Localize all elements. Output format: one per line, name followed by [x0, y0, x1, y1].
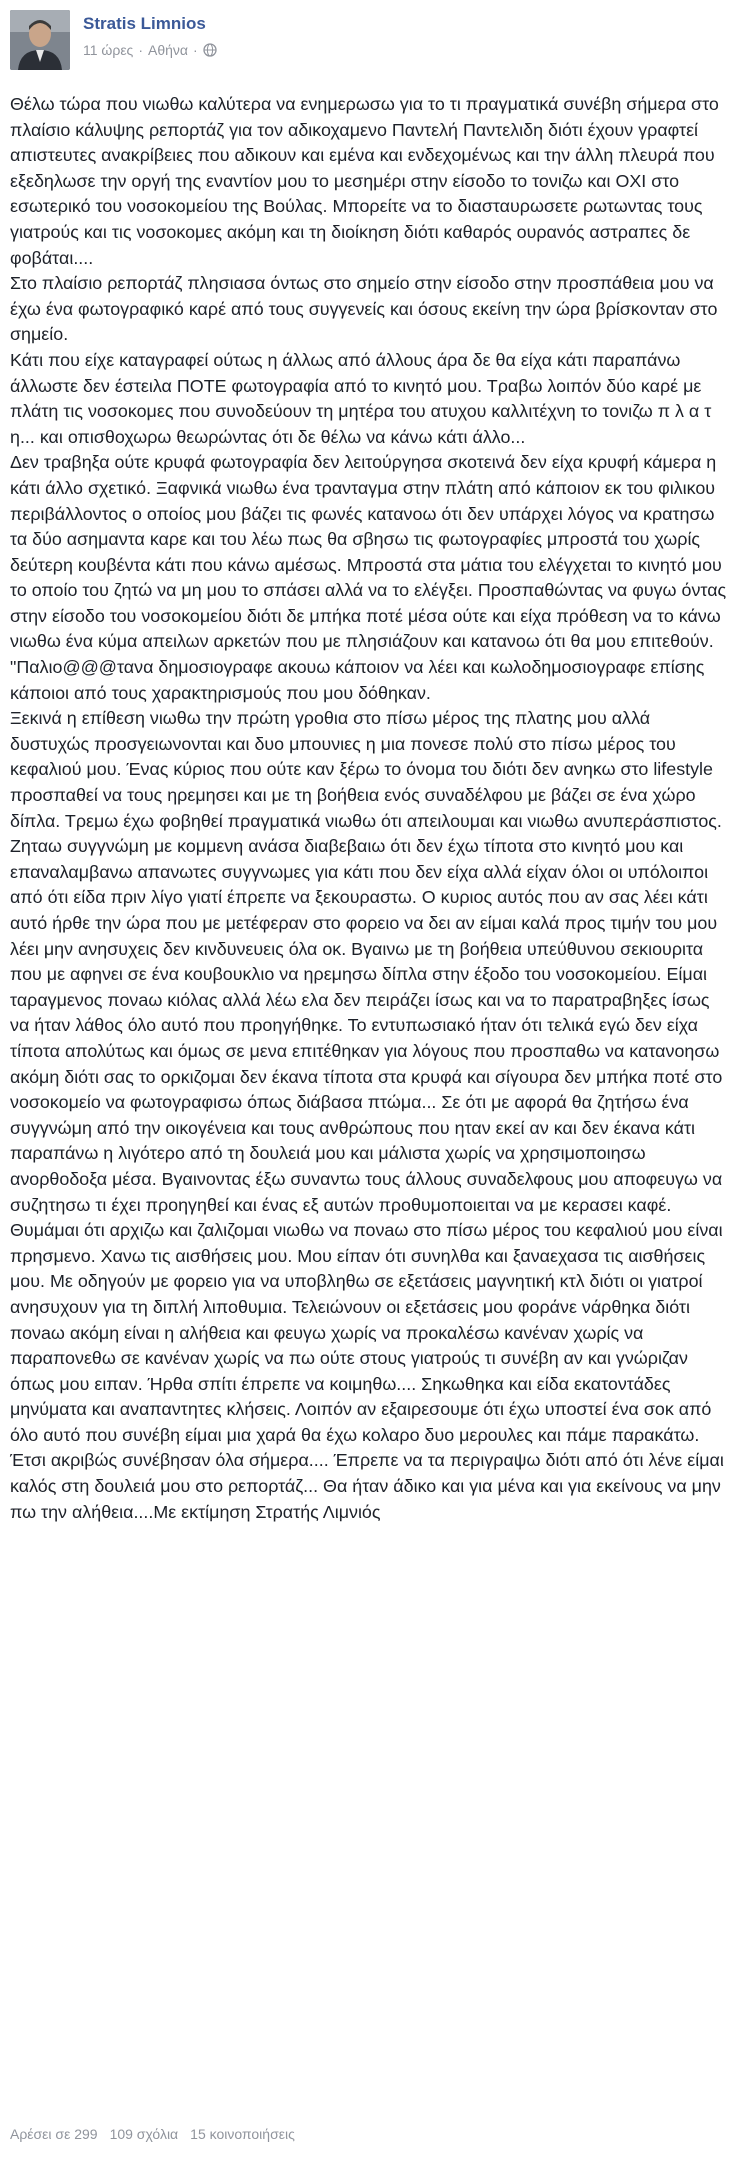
post-header — [10, 10, 725, 70]
post-text — [10, 92, 728, 1525]
post-paragraph: Δεν τραβηξα ούτε κρυφά φωτογραφία δεν λειτούργησα σκοτεινά δεν είχα κρυφή κάμερα η κάτι άλλο σχετικό. Ξαφνικά νιωθω ένα τρανταγμα στην πλάτη από κάποιον εκ του φιλικου περιβάλλοντος ο οποίος μου βάζει τις φωνές κατανοω ότι δεν υπάρχει λόγος να κρατησω τα δύο ασημαντα καρε και του λέω πως θα σβησω τις φωτογραφίες μπροστά του χωρίς δεύτερη κουβέντα κάτι που κάνω αμέσως. Μπροστά στα μάτια του ελέγχεται το κινητό μου το οποίο του ζητώ να μη μου το σπάσει αλλά να το ελέγξει. Προσπαθώντας να φυγω όντας στην είσοδο του νοσοκομείου διότι δε μπήκα ποτέ μέσα ούτε και είχα πρόθεση να το κάνω νιωθω ένα κύμα απειλων αρκετών που με πλησιάζουν και κατανοω ότι θα μου επιτεθούν. "Παλιο@@@τανα δημοσιογραφε ακουω κάποιον να λέει και κωλοδημοσιογραφε επίσης κάποιοι από τους χαρακτηρισμούς που μου δόθηκαν. — [10, 452, 727, 703]
globe-icon[interactable] — [203, 43, 217, 57]
post-paragraph: Ξεκινά η επίθεση νιωθω την πρώτη γροθια στο πίσω μέρος της πλατης μου αλλά δυστυχώς προσγειωνονται και δυο μπουνιες η μια πονεσε πολύ στο πίσω μέρος του κεφαλιού μου. Ένας κύριος που ούτε καν ξέρω το όνομα του διότι δεν ανηκω στο lifestyle προσπαθεί να τους ηρεμησει και με τη βοήθεια ενός συναδέλφου με βάζει σε ένα χώρο δίπλα. Τρεμω έχω φοβηθεί πραγματικά νιωθω ότι απειλουμαι και νιωθω ανυπεράσπιστος. Ζηταω συγγνώμη με κομμενη ανάσα διαβεβαιω ότι δεν έχω τίποτα στο κινητό μου και επαναλαμβανω απανωτες συγγνωμες για κάτι που δεν είχα αλλά είχαν όλοι οι υπόλοιποι από ότι είδα πριν λίγο γιατί έπρεπε να ξεκουραστω. Ο κυριος αυτός που αν σας λέει κάτι αυτό ήρθε την ώρα που με μετέφεραν στο φορειο να δει αν είμαι καλά προς τιμήν του μου λέει μην ανησυχεις δεν κινδυνευεις όλα οκ. Βγαινω με τη βοήθεια υπεύθυνου σεκιουριτα που με αφηνει σε ένα κουβουκλιο να ηρεμησω δίπλα στην έξοδο του νοσοκομείου. Είμαι ταραγμενος πονaω κιόλας αλλά λέω ελα δεν πειράζει ίσως και να το παρατραβηξες ίσως να ήταν λάθος όλο αυτό που προηγήθηκε. Το εντυπωσιακό ήταν ότι τελικά εγώ δεν είχα τίποτα απολύτως και όμως σε μενα επιτέθηκαν για λόγους που προσπαθω να κατανοησω ακόμη διότι σας το ορκιζομαι δεν έκανα τίποτα στα κρυφά και σίγουρα δεν μπήκα ποτέ στο νοσοκομείο να φωτογραφισω όπως διάβασα πτώμα... Σε ότι με αφορά θα ζητήσω ένα συγγνώμη από την οικογένεια και τους ανθρώπους που ηταν εκεί αν και δεν έκανα κάτι παραπάνω η λιγότερο από τη δουλειά μου και μάλιστα χωρίς να χρησιμοποιησω ανορθοδοξα μέσα. Βγαινοντας έξω συναντω τους άλλους συναδελφους μου αποφευγω να συζητησω τι έχει προηγηθεί και ένας εξ αυτών προθυμοποιειται να με κερασει καφέ. Θυμάμαι ότι αρχιζω και ζαλιζομαι νιωθω να πονaω στο πίσω μέρος του κεφαλιού μου είναι πρησμενο. Χανω τις αισθήσεις μου. Μου είπαν ότι συνηλθα και ξαναεχασα τις αισθήσεις μου. Με οδηγούν με φορειο για να υποβληθω σε εξετάσεις μαγνητική κτλ διότι οι γιατροί ανησυχουν για τη διπλή λιποθυμια. Τελειώνουν οι εξετάσεις μου φοράνε νάρθηκα διότι πονaω ακόμη είναι η αλήθεια και φευγω χωρίς να προκαλέσω κανέναν χωρίς να παραπονεθω σε κανέναν χωρίς να πω ούτε στους γιατρούς τι συνέβη αν και γνώριζαν όπως μου ειπαν. Ήρθα σπίτι έπρεπε να κοιμηθω.... Σηκωθηκα και είδα εκατοντάδες μηνύματα και αναπαντητες κλήσεις. Λοιπόν αν εξαιρεσουμε ότι έχω υποστεί ένα σοκ από όλο αυτό που συνέβη είμαι μια χαρά θα έχω κολαρο δυο μερουλες και πάμε παρακάτω. Έτσι ακριβώς συνέβησαν όλα σήμερα.... Έπρεπε να τα περιγραψω διότι από ότι λένε είμαι καλός στη δουλειά μου στο ρεπορτάζ... Θα ήταν άδικο και για μένα και για εκείνους να μην πω την αλήθεια....Με εκτίμηση Στρατής Λιμνιός — [10, 708, 724, 1522]
post-paragraph: Κάτι που είχε καταγραφεί ούτως η άλλως από άλλους άρα δε θα είχα κάτι παραπάνω άλλωστε δεν έστειλα ΠΟΤΕ φωτογραφία από το κινητό μου. Τραβω λοιπόν δύο καρέ με πλάτη τις νοσοκομες που συνοδεύουν τη μητέρα του ατυχου καλλιτέχνη το τονιζω π λ α τ η... και οπισθοχωρω θεωρώντας ότι δε θέλω να κάνω κάτι άλλο... — [10, 349, 712, 447]
meta-separator: · — [138, 42, 143, 58]
post-location[interactable]: Αθήνα — [147, 42, 188, 58]
post-paragraph: Θέλω τώρα που νιωθω καλύτερα να ενημερωσω για το τι πραγματικά συνέβη σήμερα στο πλαίσιο κάλυψης ρεπορτάζ για τον αδικοχαμενο Παντελή Παντελιδη διότι έχουν γραφτεί απιστευτες ανακρίβειες που αδικουν και εμένα και ενδεχομένως και την άλλη πλευρά που εξεδηλωσε την οργή της εναντίον μου το μεσημέρι στην είσοδο το τονιζω και ΟΧΙ στο εσωτερικό του νοσοκομείου της Βούλας. Μπορείτε να το διασταυρωσετε ρωτωντας τους γιατρούς και τις νοσοκομες ακόμη και τη διοίκηση διότι καθαρός ουρανός αστραπες δε φοβάται.... — [10, 94, 719, 268]
shares-count[interactable]: 15 κοινοποιήσεις — [190, 2126, 295, 2142]
post-meta — [83, 42, 217, 58]
comments-count[interactable]: 109 σχόλια — [109, 2126, 179, 2142]
meta-separator: · — [193, 42, 198, 58]
post-time[interactable]: 11 ώρες — [83, 42, 134, 58]
avatar[interactable] — [10, 10, 70, 70]
author-name[interactable]: Stratis Limnios — [83, 14, 206, 33]
post-paragraph: Στο πλαίσιο ρεπορτάζ πλησιασα όντως στο σημείο στην είσοδο στην προσπάθεια μου να έχω ένα φωτογραφικό καρέ από τους συγγενείς και όσους εκείνη την ώρα βρίσκονταν στο σημείο. — [10, 273, 718, 345]
likes-count[interactable]: Αρέσει σε 299 — [10, 2126, 98, 2142]
profile-photo-icon — [10, 10, 70, 70]
post-stats — [10, 2126, 295, 2142]
